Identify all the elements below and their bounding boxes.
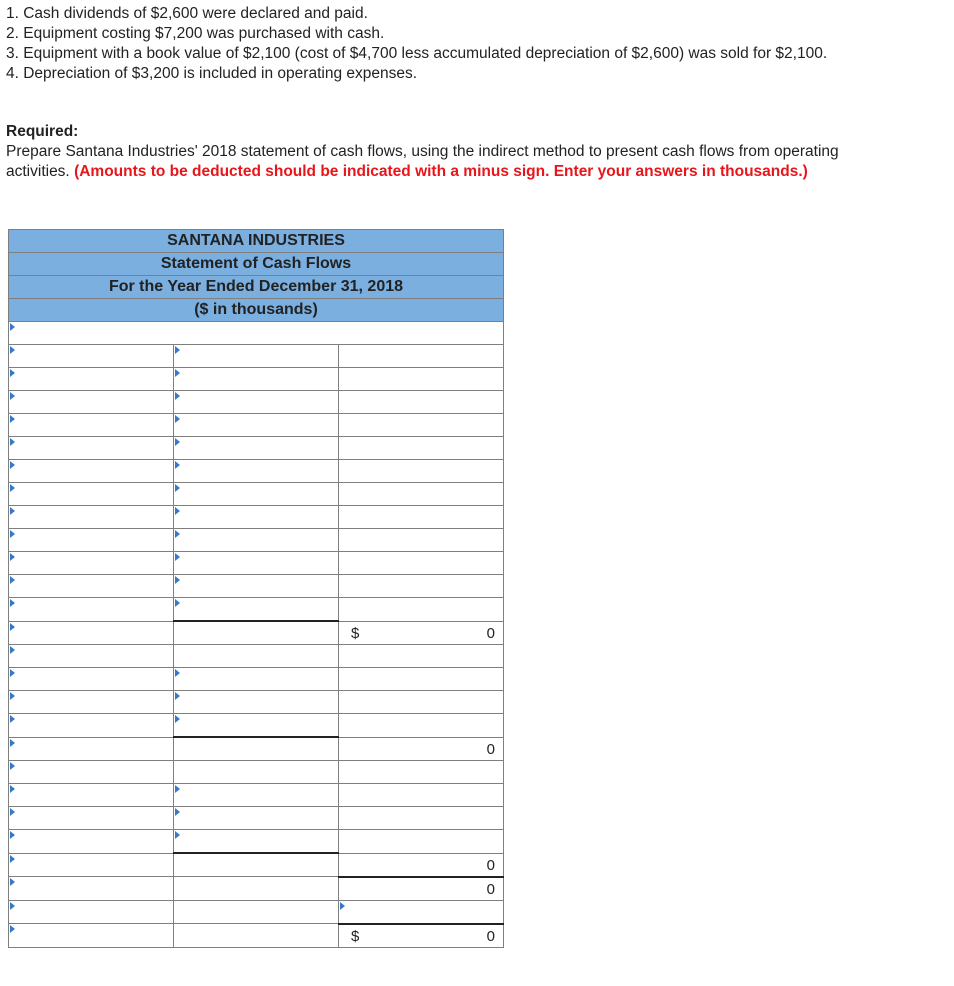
label-dropdown-cell[interactable] (9, 784, 174, 807)
amount-input-cell[interactable] (174, 668, 339, 691)
total-cell (339, 784, 504, 807)
label-dropdown-cell[interactable] (9, 761, 174, 784)
label-dropdown-cell[interactable] (9, 598, 174, 622)
amount-input-cell[interactable] (174, 345, 339, 368)
amount-input-cell[interactable] (174, 460, 339, 483)
label-dropdown-cell[interactable] (9, 460, 174, 483)
dropdown-arrow-icon (10, 739, 15, 747)
amount-input-cell[interactable] (174, 483, 339, 506)
statement-company: SANTANA INDUSTRIES (9, 230, 504, 253)
dropdown-arrow-icon (10, 507, 15, 515)
label-dropdown-cell[interactable] (9, 345, 174, 368)
required-body: Prepare Santana Industries' 2018 statement of cash flows, using the indirect method to present cash flows from operating activities. (6, 143, 839, 180)
total-cell (339, 761, 504, 784)
amount-input-cell[interactable] (174, 552, 339, 575)
operating-total-cell (339, 621, 504, 645)
dropdown-arrow-icon (175, 785, 180, 793)
amount-input-cell[interactable] (174, 437, 339, 460)
amount-input-cell[interactable] (174, 368, 339, 391)
total-cell (339, 830, 504, 854)
label-dropdown-cell[interactable] (9, 877, 174, 901)
table-row (9, 621, 504, 645)
table-row (9, 784, 504, 807)
total-cell (339, 414, 504, 437)
total-cell (339, 368, 504, 391)
net-change-cell (339, 877, 504, 901)
table-row (9, 575, 504, 598)
amount-input-cell[interactable] (174, 529, 339, 552)
table-row (9, 877, 504, 901)
dropdown-arrow-icon (10, 392, 15, 400)
table-row (9, 345, 504, 368)
statement-period: For the Year Ended December 31, 2018 (9, 276, 504, 299)
dropdown-arrow-icon (175, 831, 180, 839)
dropdown-arrow-icon (10, 692, 15, 700)
dropdown-arrow-icon (175, 715, 180, 723)
table-row (9, 691, 504, 714)
table-row (9, 830, 504, 854)
label-dropdown-cell[interactable] (9, 900, 174, 924)
dropdown-arrow-icon (10, 831, 15, 839)
total-cell (339, 645, 504, 668)
label-dropdown-cell[interactable] (9, 437, 174, 460)
required-heading: Required: (6, 123, 79, 140)
dropdown-arrow-icon (10, 323, 15, 331)
dropdown-arrow-icon (10, 715, 15, 723)
dropdown-arrow-icon (10, 762, 15, 770)
table-row (9, 552, 504, 575)
dropdown-arrow-icon (10, 646, 15, 654)
required-instruction: (Amounts to be deducted should be indicated with a minus sign. Enter your answers in thousands.) (74, 163, 808, 180)
amount-input-cell[interactable] (174, 414, 339, 437)
dropdown-arrow-icon (10, 878, 15, 886)
note-4: 4. Depreciation of $3,200 is included in operating expenses. (6, 65, 418, 82)
table-row (9, 460, 504, 483)
amount-input-cell[interactable] (174, 807, 339, 830)
label-dropdown-cell[interactable] (9, 414, 174, 437)
operating-total-value: 0 (486, 624, 495, 642)
total-cell (339, 391, 504, 414)
dropdown-arrow-icon (175, 576, 180, 584)
amount-input-cell (174, 924, 339, 948)
note-1: 1. Cash dividends of $2,600 were declared and paid. (6, 5, 368, 22)
total-cell (339, 483, 504, 506)
dropdown-arrow-icon (175, 392, 180, 400)
label-dropdown-cell[interactable] (9, 924, 174, 948)
table-row (9, 368, 504, 391)
cash-flow-worksheet (8, 229, 504, 948)
statement-units: ($ in thousands) (9, 299, 504, 322)
table-row (9, 437, 504, 460)
dropdown-arrow-icon (175, 415, 180, 423)
table-row (9, 900, 504, 924)
dropdown-arrow-icon (10, 599, 15, 607)
total-cell (339, 437, 504, 460)
ending-cash-cell (339, 924, 504, 948)
label-dropdown-cell[interactable] (9, 714, 174, 738)
required-section (6, 122, 906, 182)
amount-input-cell (174, 853, 339, 877)
dropdown-arrow-icon (10, 808, 15, 816)
table-row (9, 322, 504, 345)
table-row (9, 414, 504, 437)
amount-input-cell (174, 645, 339, 668)
total-cell (339, 529, 504, 552)
dropdown-arrow-icon (175, 484, 180, 492)
table-row (9, 761, 504, 784)
dollar-sign: $ (351, 927, 360, 945)
label-dropdown-cell[interactable] (9, 552, 174, 575)
table-row (9, 807, 504, 830)
label-dropdown-cell[interactable] (9, 322, 504, 345)
beginning-cash-input[interactable] (339, 900, 504, 924)
dropdown-arrow-icon (10, 438, 15, 446)
dropdown-arrow-icon (10, 623, 15, 631)
label-dropdown-cell[interactable] (9, 483, 174, 506)
table-row (9, 714, 504, 738)
dropdown-arrow-icon (10, 530, 15, 538)
table-row (9, 598, 504, 622)
label-dropdown-cell[interactable] (9, 737, 174, 761)
dollar-sign: $ (351, 624, 360, 642)
net-change-value: 0 (486, 880, 495, 898)
amount-input-cell[interactable] (174, 784, 339, 807)
table-row (9, 668, 504, 691)
table-row (9, 645, 504, 668)
dropdown-arrow-icon (175, 808, 180, 816)
label-dropdown-cell[interactable] (9, 529, 174, 552)
dropdown-arrow-icon (10, 902, 15, 910)
dropdown-arrow-icon (175, 346, 180, 354)
amount-input-cell[interactable] (174, 714, 339, 738)
statement-title: Statement of Cash Flows (9, 253, 504, 276)
label-dropdown-cell[interactable] (9, 506, 174, 529)
total-cell (339, 552, 504, 575)
financing-total-value: 0 (486, 856, 495, 874)
dropdown-arrow-icon (10, 576, 15, 584)
dropdown-arrow-icon (10, 669, 15, 677)
amount-input-cell[interactable] (174, 598, 339, 622)
total-cell (339, 506, 504, 529)
total-cell (339, 460, 504, 483)
required-text (6, 142, 906, 182)
dropdown-arrow-icon (10, 785, 15, 793)
table-row (9, 737, 504, 761)
label-dropdown-cell[interactable] (9, 691, 174, 714)
dropdown-arrow-icon (10, 553, 15, 561)
dropdown-arrow-icon (175, 599, 180, 607)
table-row (9, 853, 504, 877)
dropdown-arrow-icon (10, 925, 15, 933)
table-row (9, 391, 504, 414)
label-dropdown-cell[interactable] (9, 853, 174, 877)
amount-input-cell (174, 621, 339, 645)
dropdown-arrow-icon (10, 484, 15, 492)
amount-input-cell[interactable] (174, 575, 339, 598)
label-dropdown-cell[interactable] (9, 668, 174, 691)
total-cell (339, 807, 504, 830)
amount-input-cell (174, 761, 339, 784)
amount-input-cell[interactable] (174, 506, 339, 529)
dropdown-arrow-icon (10, 346, 15, 354)
dropdown-arrow-icon (10, 369, 15, 377)
dropdown-arrow-icon (340, 902, 345, 910)
amount-input-cell (174, 737, 339, 761)
table-row (9, 529, 504, 552)
label-dropdown-cell[interactable] (9, 368, 174, 391)
total-cell (339, 575, 504, 598)
problem-notes (6, 4, 827, 84)
dropdown-arrow-icon (175, 438, 180, 446)
label-dropdown-cell[interactable] (9, 645, 174, 668)
label-dropdown-cell[interactable] (9, 621, 174, 645)
label-dropdown-cell[interactable] (9, 807, 174, 830)
total-cell (339, 691, 504, 714)
dropdown-arrow-icon (10, 855, 15, 863)
dropdown-arrow-icon (175, 692, 180, 700)
total-cell (339, 345, 504, 368)
dropdown-arrow-icon (175, 461, 180, 469)
financing-total-cell (339, 853, 504, 877)
note-2: 2. Equipment costing $7,200 was purchased with cash. (6, 25, 385, 42)
amount-input-cell[interactable] (174, 691, 339, 714)
table-row (9, 483, 504, 506)
amount-input-cell (174, 877, 339, 901)
note-3: 3. Equipment with a book value of $2,100 (cost of $4,700 less accumulated depreciation of $2,600) was sold for $2,100. (6, 45, 828, 62)
ending-cash-value: 0 (486, 927, 495, 945)
label-dropdown-cell[interactable] (9, 391, 174, 414)
amount-input-cell[interactable] (174, 830, 339, 854)
dropdown-arrow-icon (175, 369, 180, 377)
investing-total-cell (339, 737, 504, 761)
label-dropdown-cell[interactable] (9, 575, 174, 598)
investing-total-value: 0 (486, 740, 495, 758)
dropdown-arrow-icon (175, 553, 180, 561)
dropdown-arrow-icon (175, 530, 180, 538)
total-cell (339, 668, 504, 691)
label-dropdown-cell[interactable] (9, 830, 174, 854)
table-row (9, 506, 504, 529)
amount-input-cell (174, 900, 339, 924)
dropdown-arrow-icon (175, 669, 180, 677)
amount-input-cell[interactable] (174, 391, 339, 414)
total-cell (339, 598, 504, 622)
dropdown-arrow-icon (175, 507, 180, 515)
dropdown-arrow-icon (10, 415, 15, 423)
table-row (9, 924, 504, 948)
dropdown-arrow-icon (10, 461, 15, 469)
total-cell (339, 714, 504, 738)
